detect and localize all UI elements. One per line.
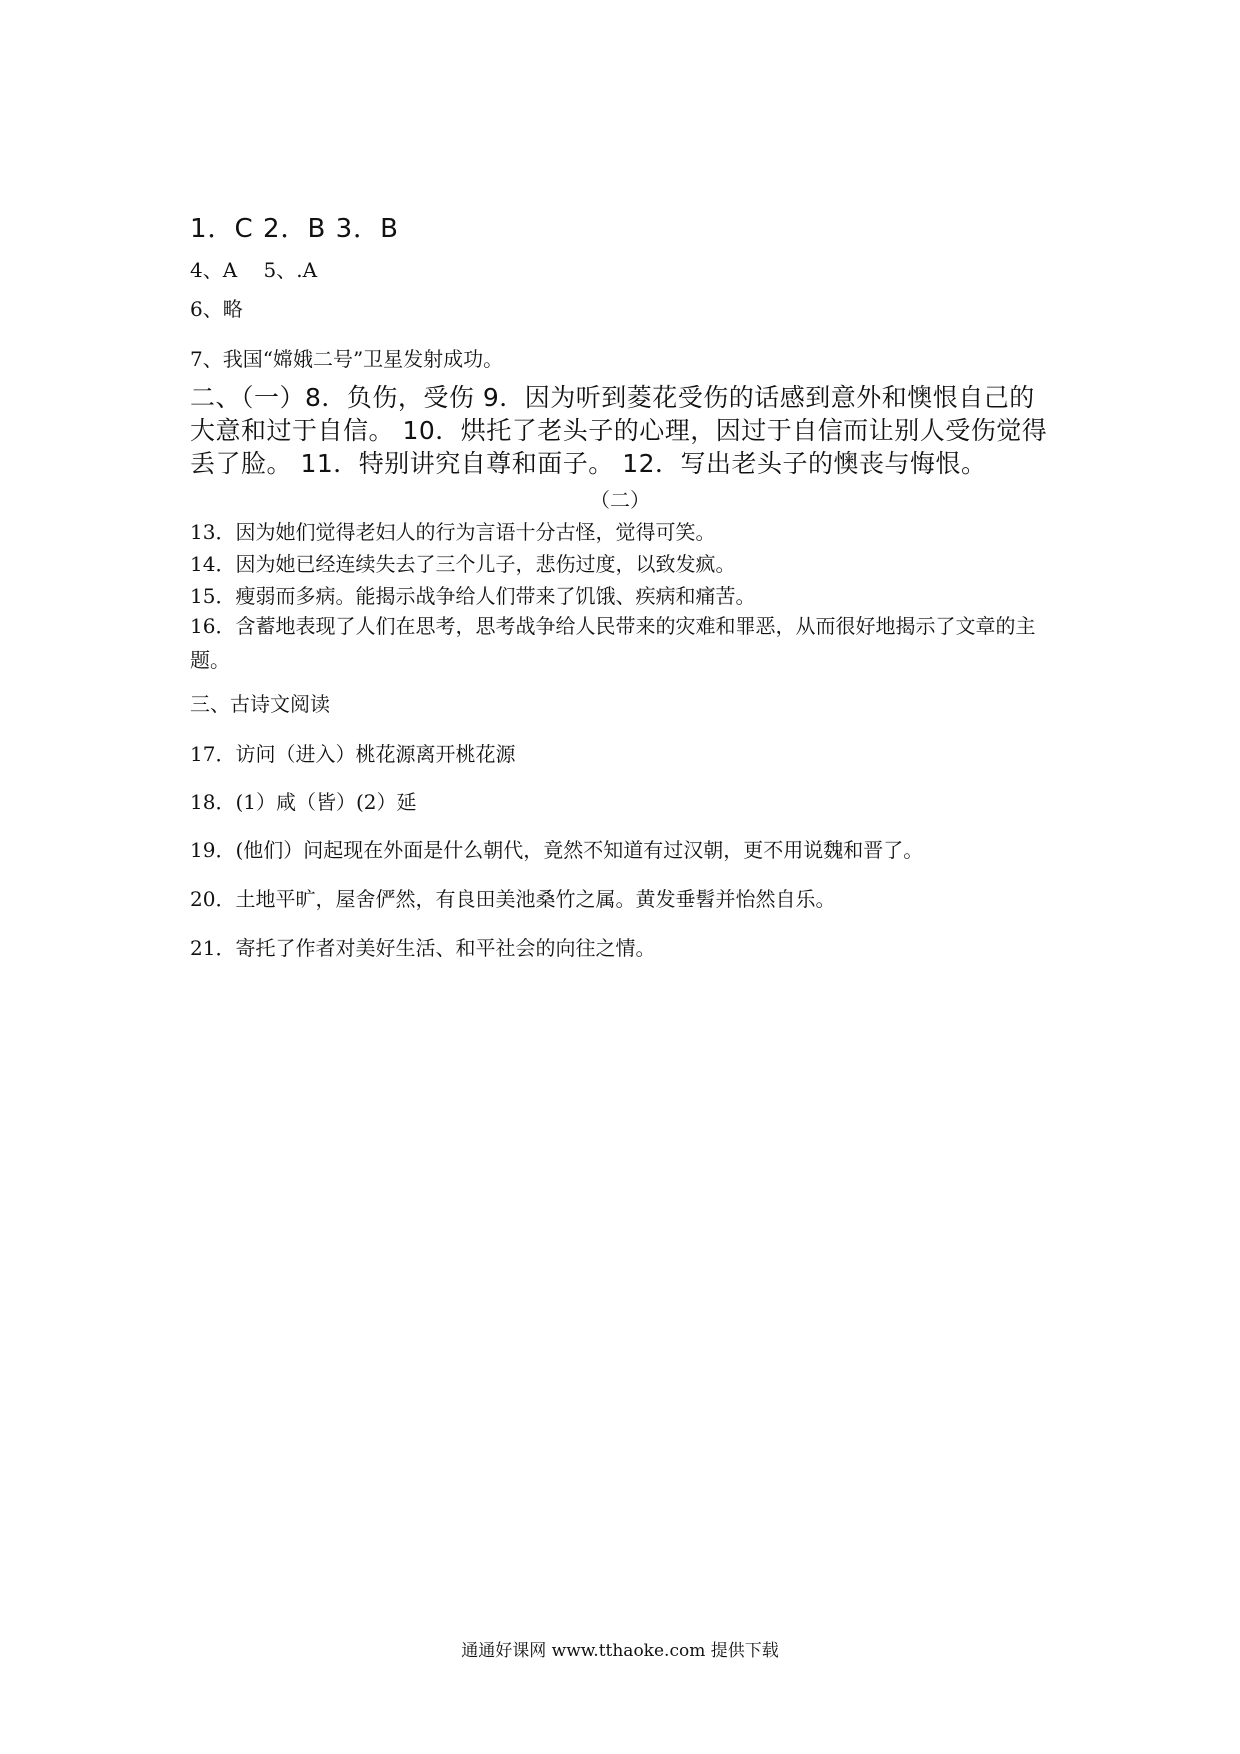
answer-20: 20．土地平旷，屋舍俨然，有良田美池桑竹之属。黄发垂髫并怡然自乐。 [190,887,836,911]
answer-6: 6、略 [190,297,243,321]
answer-18: 18．(1）咸（皆）(2）延 [190,790,417,814]
answer-14: 14．因为她已经连续失去了三个儿子，悲伤过度，以致发疯。 [190,552,736,576]
answer-1-3: 1．C 2．B 3．B [190,214,399,244]
answer-7: 7、我国“嫦娥二号”卫星发射成功。 [190,347,504,371]
part2-section1-answers: 二、（一）8．负伤，受伤 9．因为听到菱花受伤的话感到意外和懊恨自己的大意和过于自信。 10．烘托了老头子的心理，因过于自信而让别人受伤觉得丢了脸。 11．特别讲究自尊和面子。 12．写出老头子的懊丧与悔恨。 [190,383,1048,478]
page-footer: 通通好课网 www.tthaoke.com 提供下载 [461,1641,779,1661]
answer-16: 16．含蓄地表现了人们在思考，思考战争给人民带来的灾难和罪恶，从而很好地揭示了文章的主题。 [190,614,1036,672]
answer-13: 13．因为她们觉得老妇人的行为言语十分古怪，觉得可笑。 [190,520,716,544]
answer-4-5: 4、A 5、.A [190,258,318,282]
answer-15: 15．瘦弱而多病。能揭示战争给人们带来了饥饿、疾病和痛苦。 [190,584,756,608]
part2-section2-heading: （二） [590,488,650,512]
answer-21: 21．寄托了作者对美好生活、和平社会的向往之情。 [190,936,656,960]
answer-19: 19．(他们）问起现在外面是什么朝代，竟然不知道有过汉朝，更不用说魏和晋了。 [190,838,924,862]
part3-heading: 三、古诗文阅读 [190,692,330,716]
answer-17: 17．访问（进入）桃花源离开桃花源 [190,742,516,766]
